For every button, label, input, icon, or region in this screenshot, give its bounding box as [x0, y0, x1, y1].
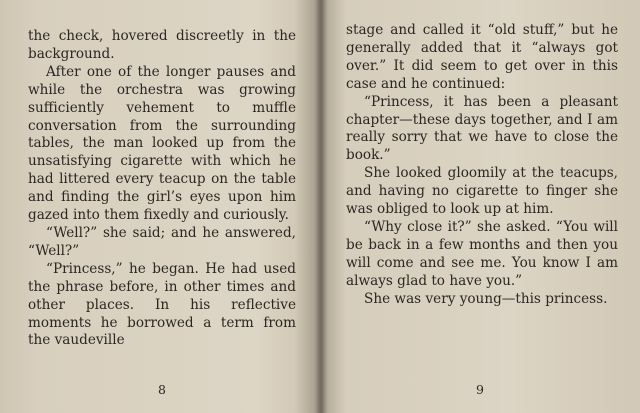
left-paragraph-4: “Princess,” he began. He had used the phrase before, in other times and other places. In his reflective moments he borrowed a term from the vaudeville — [28, 260, 296, 349]
right-page-text — [346, 22, 618, 309]
left-paragraph-2: After one of the longer pauses and while the orchestra was growing sufficiently vehement to muffle conversation from the surrounding tables, the man looked up from the unsatisfying cigarette with which he had littered every teacup on the table and finding the girl’s eyes upon him gazed into them fixedly and curiously. — [28, 63, 296, 224]
right-paragraph-2: “Princess, it has been a pleasant chapter—these days together, and I am really sorry that we have to close the book.” — [346, 93, 618, 164]
right-page-number: 9 — [476, 382, 484, 398]
left-page-text — [28, 28, 296, 350]
right-paragraph-3: She looked gloomily at the teacups, and having no cigarette to finger she was obliged to look up at him. — [346, 165, 618, 218]
right-paragraph-5: She was very young—this princess. — [364, 290, 608, 307]
right-paragraph-4: “Why close it?” she asked. “You will be back in a few months and then you will come and see me. You know I am always glad to have you.” — [346, 218, 618, 289]
left-paragraph-3: “Well?” she said; and he answered, “Well?” — [28, 224, 296, 259]
left-page-number: 8 — [158, 382, 166, 398]
left-paragraph-1: the check, hovered discreetly in the background. — [28, 28, 296, 62]
left-page — [0, 0, 318, 413]
right-paragraph-1: stage and called it “old stuff,” but he generally added that it “always got over.” It did seem to get over in this case and he continued: — [346, 22, 618, 92]
right-page — [326, 0, 640, 413]
